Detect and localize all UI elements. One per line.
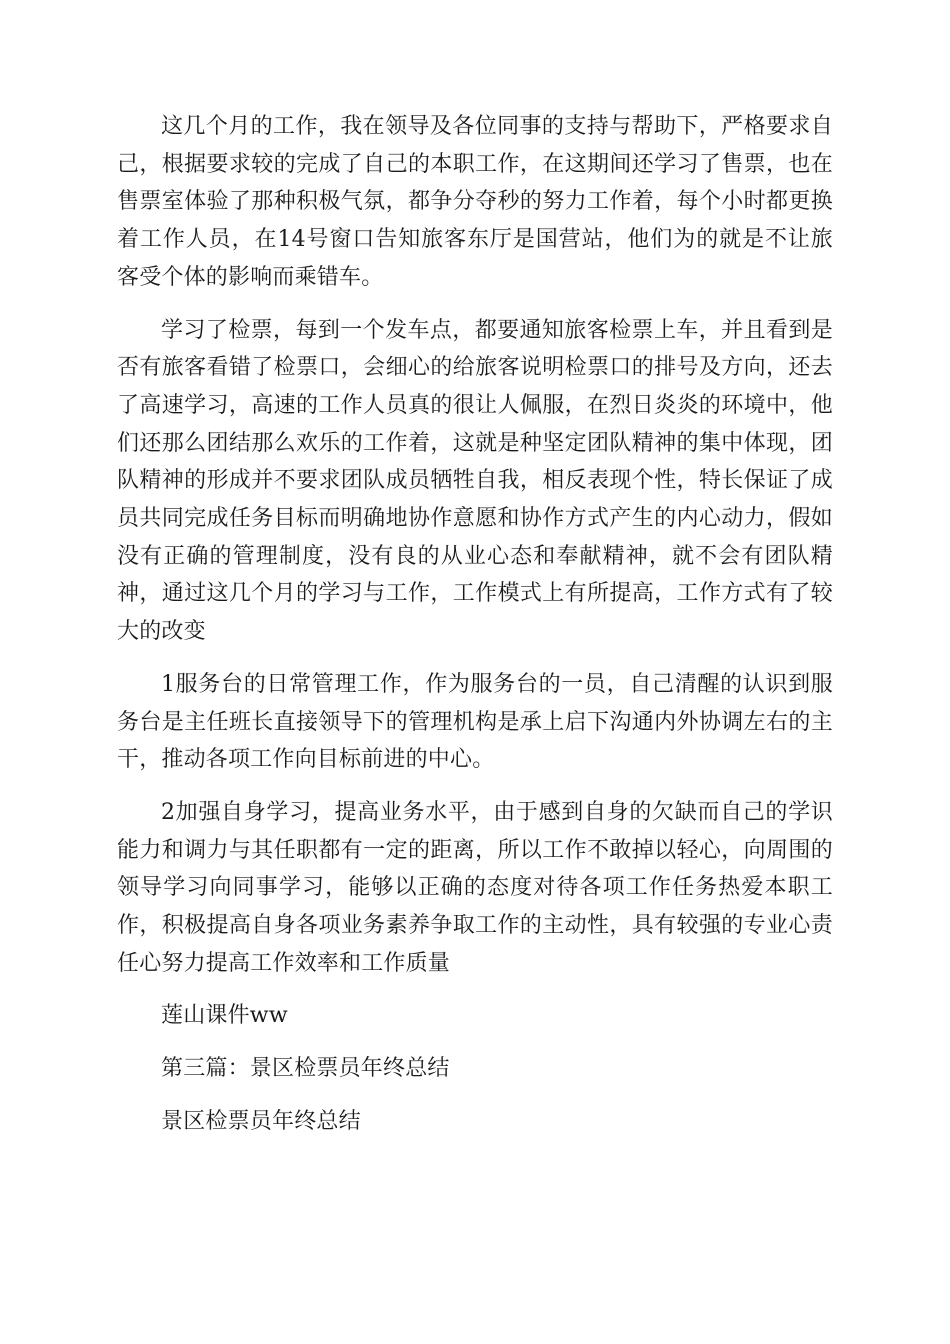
document-body xyxy=(117,108,833,1156)
chapter-heading: 第三篇：景区检票员年终总结 xyxy=(161,1056,450,1082)
paragraph-ticket-checking: 学习了检票，每到一个发车点，都要通知旅客检票上车，并且看到是否有旅客看错了检票口，会细心的给旅客说明检票口的排号及方向，还去了高速学习，高速的工作人员真的很让人佩服，在烈日炎炎的环境中，他们还那么团结那么欢乐的工作着，这就是种坚定团队精神的集中体现，团队精神的形成并不要求团队成员牺牲自我，相反表现个性，特长保证了成员共同完成任务目标而明确地协作意愿和协作方式产生的内心动力，假如没有正确的管理制度，没有良的从业心态和奉献精神，就不会有团队精神，通过这几个月的学习与工作，工作模式上有所提高，工作方式有了较大的改变 xyxy=(117,317,833,645)
paragraph-service-desk: 1服务台的日常管理工作，作为服务台的一员，自己清醒的认识到服务台是主任班长直接领导下的管理机构是承上启下沟通内外协调左右的主干，推动各项工作向目标前进的中心。 xyxy=(117,671,833,773)
section-title: 景区检票员年终总结 xyxy=(161,1108,361,1134)
paragraph-self-study: 2加强自身学习，提高业务水平，由于感到自身的欠缺而自己的学识能力和调力与其任职都有一定的距离，所以工作不敢掉以轻心，向周围的领导学习向同事学习，能够以正确的态度对待各项工作任务热爱本职工作，积极提高自身各项业务素养争取工作的主动性，具有较强的专业心责任心努力提高工作效率和工作质量 xyxy=(117,799,833,976)
source-note: 莲山课件ww xyxy=(161,1003,288,1029)
paragraph-work-summary: 这几个月的工作，我在领导及各位同事的支持与帮助下，严格要求自己，根据要求较的完成了自己的本职工作，在这期间还学习了售票，也在售票室体验了那种积极气氛，都争分夺秒的努力工作着，每个小时都更换着工作人员，在14号窗口告知旅客东厅是国营站，他们为的就是不让旅客受个体的影响而乘错车。 xyxy=(117,114,833,290)
